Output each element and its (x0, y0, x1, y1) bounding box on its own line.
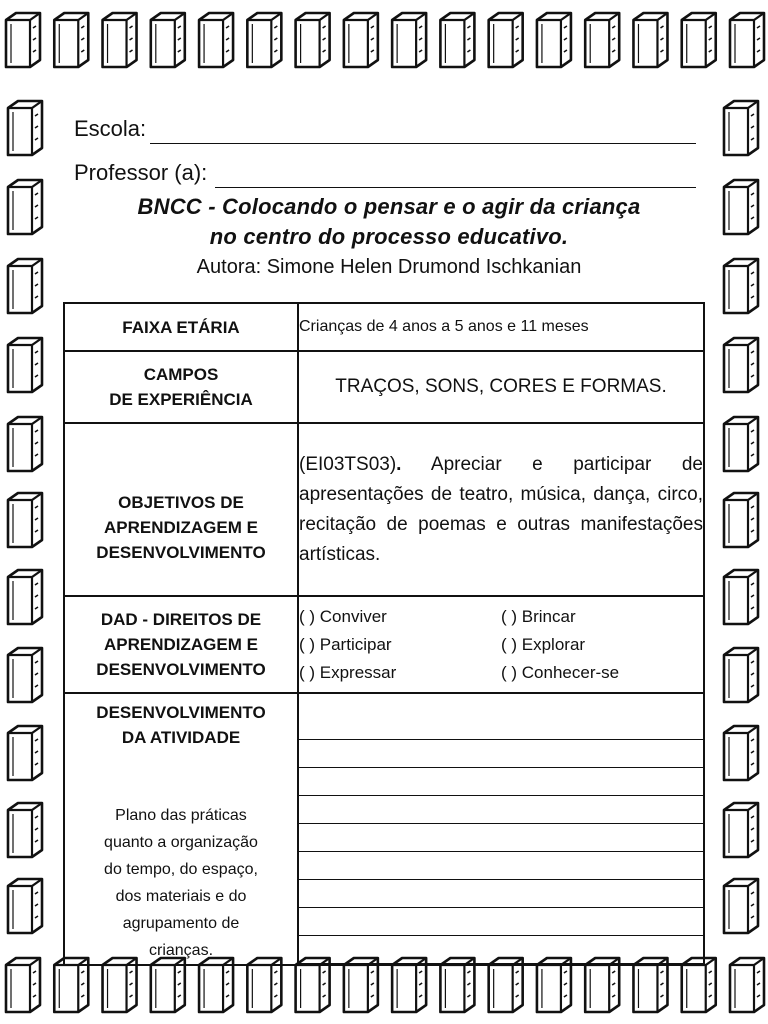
book-icon (392, 958, 426, 1012)
plan-line-5: agrupamento de (122, 915, 240, 932)
right-conhecer-se-checkbox[interactable]: ( ) Conhecer-se (501, 662, 620, 682)
writing-line[interactable] (299, 852, 703, 880)
book-icon (489, 13, 523, 67)
title-line-1: BNCC - Colocando o pensar e o agir da criança (137, 194, 641, 219)
book-icon (730, 13, 764, 67)
school-blank-line[interactable] (150, 121, 696, 144)
fields-value: TRAÇOS, SONS, CORES E FORMAS. (335, 376, 667, 397)
rights-label-line-2: APRENDIZAGEM E (104, 635, 258, 654)
writing-lines (299, 694, 703, 964)
rights-value-cell (298, 596, 704, 693)
writing-line[interactable] (299, 712, 703, 740)
book-icon (344, 958, 378, 1012)
book-icon (8, 101, 42, 155)
book-icon (724, 803, 758, 857)
development-label-line-2: DA ATIVIDADE (121, 728, 241, 747)
writing-line[interactable] (299, 880, 703, 908)
fields-value-cell (298, 351, 704, 423)
objectives-label-line-2: APRENDIZAGEM E (104, 518, 258, 537)
book-icon (724, 879, 758, 933)
age-value-cell (298, 303, 704, 351)
worksheet-header (74, 110, 704, 280)
book-icon (8, 803, 42, 857)
right-conviver-checkbox[interactable]: ( ) Conviver (299, 606, 387, 626)
development-label-line-1: DESENVOLVIMENTO (96, 703, 266, 722)
objective-text (299, 450, 703, 570)
bncc-table (63, 302, 705, 966)
book-icon (585, 958, 619, 1012)
book-icon (8, 338, 42, 392)
book-icon (724, 101, 758, 155)
book-icon (724, 338, 758, 392)
book-icon (682, 958, 716, 1012)
right-brincar-checkbox[interactable]: ( ) Brincar (501, 606, 576, 626)
plan-line-6: crianças. (148, 942, 214, 959)
fields-label-cell (64, 351, 298, 423)
rights-label-line-1: DAD - DIREITOS DE (100, 610, 262, 629)
book-icon (537, 13, 571, 67)
fields-label-line-1: CAMPOS (143, 365, 219, 384)
book-icon (6, 958, 40, 1012)
plan-line-2: quanto a organização (104, 834, 258, 851)
right-expressar-checkbox[interactable]: ( ) Expressar (299, 662, 397, 682)
objectives-label-line-3: DESENVOLVIMENTO (96, 543, 266, 562)
book-icon (103, 958, 137, 1012)
rights-row (64, 596, 704, 693)
title-line-2: no centro do processo educativo. (209, 224, 569, 249)
objective-code: (EI03TS03) (299, 453, 397, 475)
age-label-cell (64, 303, 298, 351)
development-writing-cell (298, 693, 704, 965)
writing-line[interactable] (299, 936, 703, 964)
book-icon (151, 13, 185, 67)
development-label (65, 700, 297, 750)
book-icon (682, 13, 716, 67)
book-icon (296, 958, 330, 1012)
book-icon (585, 13, 619, 67)
objective-code-dot: . (396, 453, 402, 475)
writing-line[interactable] (299, 824, 703, 852)
rights-checklist (299, 605, 703, 685)
book-icon (724, 493, 758, 547)
worksheet-title (74, 192, 704, 252)
book-icon (8, 180, 42, 234)
book-icon (730, 958, 764, 1012)
development-row (64, 693, 704, 965)
objective-description: Apreciar e participar de apresentações de teatro, música, dança, circo, recitação de poemas e outras manifestações artísticas. (299, 453, 703, 565)
book-icon (724, 570, 758, 624)
book-icon (8, 493, 42, 547)
writing-line[interactable] (299, 908, 703, 936)
book-icon (724, 648, 758, 702)
objectives-label-line-1: OBJETIVOS DE (118, 493, 244, 512)
book-icon (537, 958, 571, 1012)
fields-row (64, 351, 704, 423)
book-icon (6, 13, 40, 67)
book-icon (440, 958, 474, 1012)
school-field[interactable] (74, 114, 704, 144)
book-icon (199, 13, 233, 67)
right-explorar-checkbox[interactable]: ( ) Explorar (501, 634, 586, 654)
book-icon (8, 259, 42, 313)
age-label: FAIXA ETÁRIA (122, 317, 240, 337)
writing-line[interactable] (299, 740, 703, 768)
book-icon (724, 259, 758, 313)
book-icon (296, 13, 330, 67)
plan-description (65, 802, 297, 964)
plan-line-1: Plano das práticas (115, 807, 247, 824)
book-icon (8, 570, 42, 624)
book-icon (8, 648, 42, 702)
author-line: Autora: Simone Helen Drumond Ischkanian (196, 256, 582, 278)
book-icon (199, 958, 233, 1012)
book-icon (344, 13, 378, 67)
book-icon (440, 13, 474, 67)
book-icon (724, 726, 758, 780)
development-label-cell (64, 693, 298, 965)
book-icon (103, 13, 137, 67)
school-label: Escola: (74, 116, 147, 141)
book-icon (54, 13, 88, 67)
book-icon (633, 13, 667, 67)
book-icon (8, 417, 42, 471)
book-icon (724, 417, 758, 471)
rights-label-cell (64, 596, 298, 693)
objectives-row (64, 423, 704, 596)
writing-line[interactable] (299, 768, 703, 796)
book-icon (724, 180, 758, 234)
teacher-field[interactable] (74, 158, 704, 188)
teacher-label: Professor (a): (74, 160, 208, 185)
writing-line[interactable] (299, 796, 703, 824)
rights-label-line-3: DESENVOLVIMENTO (96, 660, 266, 679)
book-icon (247, 13, 281, 67)
book-icon (633, 958, 667, 1012)
book-icon (151, 958, 185, 1012)
plan-line-4: dos materiais e do (115, 888, 247, 905)
objectives-value-cell (298, 423, 704, 596)
book-icon (54, 958, 88, 1012)
book-icon (247, 958, 281, 1012)
teacher-blank-line[interactable] (215, 165, 696, 188)
book-icon (489, 958, 523, 1012)
book-icon (8, 726, 42, 780)
book-icon (392, 13, 426, 67)
fields-label-line-2: DE EXPERIÊNCIA (109, 390, 253, 409)
plan-line-3: do tempo, do espaço, (104, 861, 258, 878)
book-icon (8, 879, 42, 933)
objectives-label-cell (64, 423, 298, 596)
age-value: Crianças de 4 anos a 5 anos e 11 meses (299, 318, 589, 335)
age-row (64, 303, 704, 351)
right-participar-checkbox[interactable]: ( ) Participar (299, 634, 392, 654)
